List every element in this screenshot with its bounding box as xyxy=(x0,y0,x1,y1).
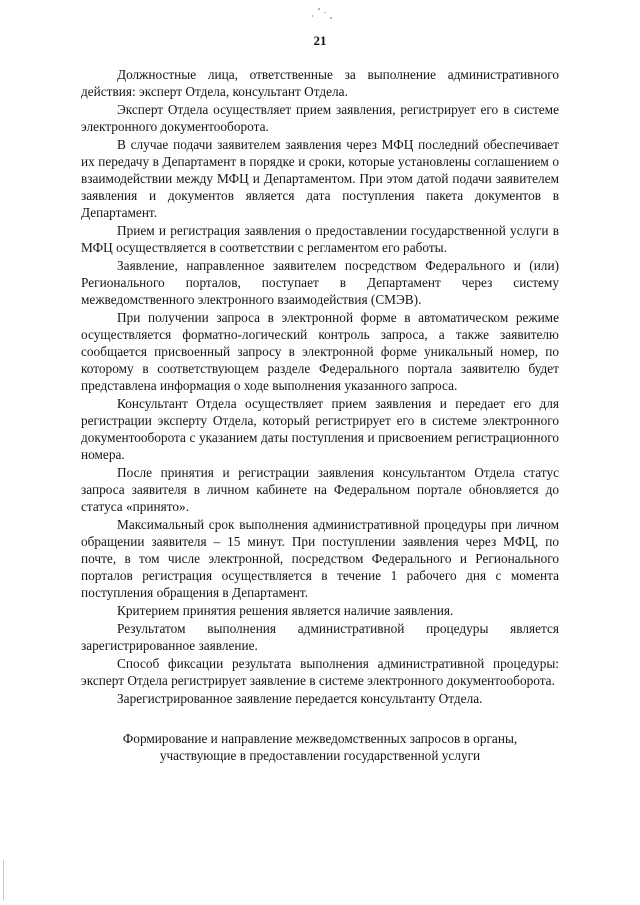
section-heading xyxy=(81,730,559,764)
section-heading-line: участвующие в предоставлении государственной услуги xyxy=(159,748,481,764)
scan-edge-mark xyxy=(3,860,4,900)
scan-speck xyxy=(318,8,320,10)
paragraph: Максимальный срок выполнения административной процедуры при личном обращении заявителя – 15 минут. При поступлении заявления через МФЦ, по почте, в том числе электронной, посредством Федерального и Регионального порталов регистрация осуществляется в течение 1 рабочего дня с момента поступления обращения в Департамент. xyxy=(81,516,559,600)
paragraph: Прием и регистрация заявления о предоставлении государственной услуги в МФЦ осуществляется в соответствии с регламентом его работы. xyxy=(81,223,559,255)
paragraph: Должностные лица, ответственные за выполнение административного действия: эксперт Отдела, консультант Отдела. xyxy=(81,67,559,99)
paragraph: После принятия и регистрации заявления консультантом Отдела статус запроса заявителя в личном кабинете на Федеральном портале обновляется до статуса «принято». xyxy=(81,464,559,514)
paragraph: При получении запроса в электронной форме в автоматическом режиме осуществляется форматно-логический контроль запроса, а также заявителю сообщается присвоенный запросу в электронной форме уникальный номер, по которому в соответствующем разделе Федерального портала заявителю будет представлена информация о ходе выполнения указанного запроса. xyxy=(81,310,559,393)
paragraph: Зарегистрированное заявление передается консультанту Отдела. xyxy=(117,691,483,707)
page-number: 21 xyxy=(313,33,327,48)
paragraph: Результатом выполнения административной процедуры является зарегистрированное заявление. xyxy=(81,620,559,653)
paragraph: В случае подачи заявителем заявления через МФЦ последний обеспечивает их передачу в Департамент в порядке и сроки, которые установлены соглашением о взаимодействии между МФЦ и Департаментом. При этом датой подачи заявителем заявления и документов является дата поступления пакета документов в Департамент. xyxy=(81,137,559,220)
paragraph: Заявление, направленное заявителем посредством Федерального и (или) Регионального порталов, поступает в Департамент через систему межведомственного электронного взаимодействия (СМЭВ). xyxy=(81,258,559,307)
document-body xyxy=(81,67,559,764)
paragraph: Способ фиксации результата выполнения административной процедуры: эксперт Отдела регистрирует заявление в системе электронного документооборота. xyxy=(81,656,559,688)
scan-speck xyxy=(330,17,332,19)
paragraph: Критерием принятия решения является наличие заявления. xyxy=(117,602,454,618)
scan-speck xyxy=(312,15,313,17)
scan-speck xyxy=(324,12,326,13)
paragraph: Эксперт Отдела осуществляет прием заявления, регистрирует его в системе электронного документооборота. xyxy=(81,102,559,135)
paragraph: Консультант Отдела осуществляет прием заявления и передает его для регистрации эксперту Отдела, который регистрирует его в системе электронного документооборота с указанием даты поступления и присвоением регистрационного номера. xyxy=(81,396,559,462)
section-heading-line: Формирование и направление межведомственных запросов в органы, xyxy=(122,731,518,747)
